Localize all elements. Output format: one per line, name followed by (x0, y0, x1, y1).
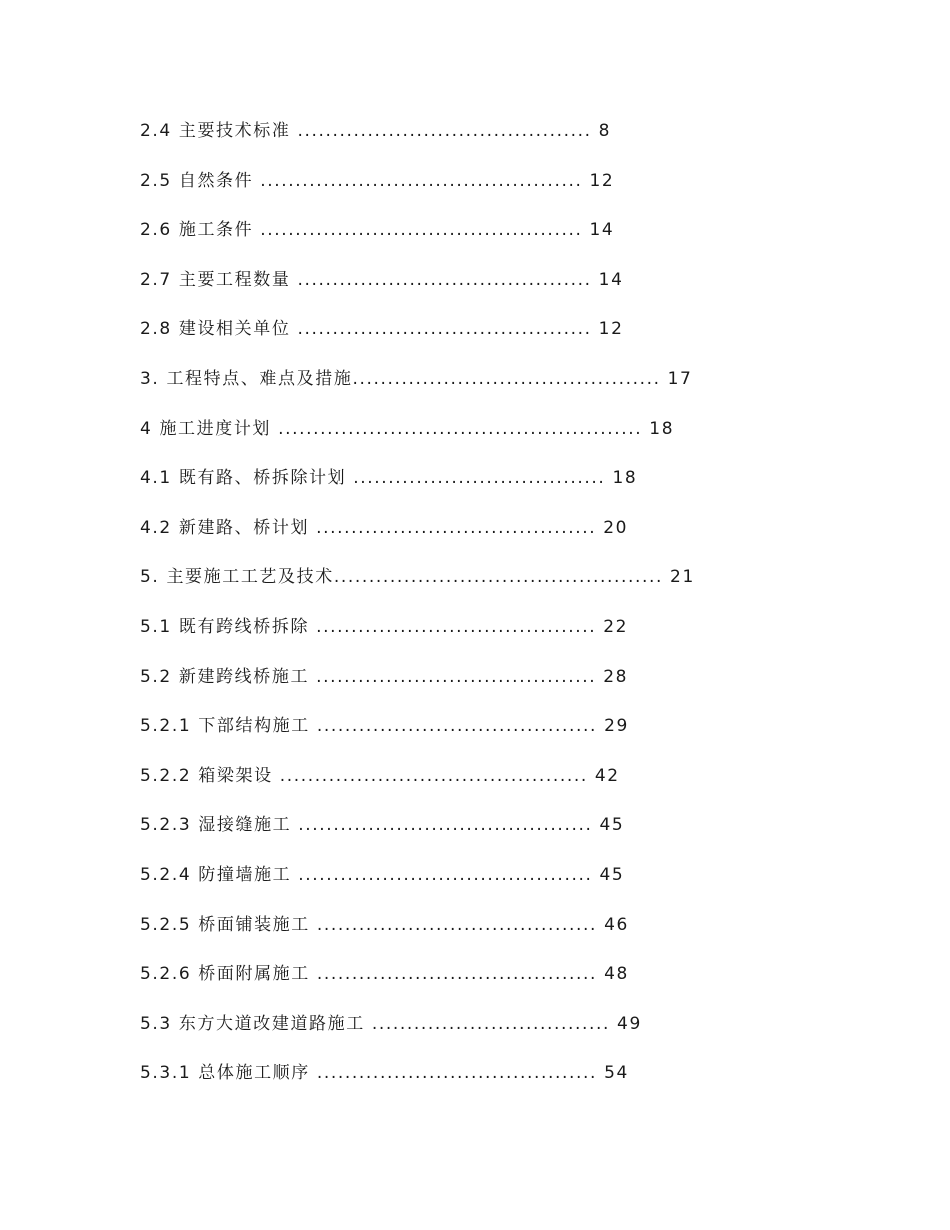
toc-entry-title: 主要工程数量 (178, 269, 291, 290)
toc-entry-number: 2.4 (140, 121, 172, 141)
toc-entry-page-number: 17 (667, 368, 693, 389)
toc-entry-title: 既有路、桥拆除计划 (178, 468, 347, 489)
toc-entry[interactable] (140, 465, 695, 515)
toc-entry-page-number: 22 (603, 616, 629, 637)
toc-entry-number: 5.2.4 (140, 864, 192, 885)
toc-entry-title: 自然条件 (178, 170, 254, 191)
toc-entry-title: 主要施工工艺及技术 (166, 567, 334, 588)
toc-entry-number: 3. (140, 368, 160, 389)
toc-entry[interactable] (140, 168, 695, 218)
toc-entry-number: 4.1 (140, 468, 172, 489)
toc-entry-title: 下部结构施工 (198, 716, 310, 737)
toc-entry-dot-leader: ........................................ (316, 517, 597, 538)
toc-entry-page-number: 14 (598, 269, 624, 290)
toc-entry-page-number: 46 (604, 914, 629, 935)
toc-entry[interactable] (140, 912, 695, 962)
toc-entry-number: 5.3 (140, 1013, 172, 1034)
toc-entry-dot-leader: .................................... (353, 468, 606, 489)
toc-entry[interactable] (140, 862, 695, 912)
toc-entry-dot-leader: ........................................ (316, 1063, 598, 1084)
toc-entry-page-number: 14 (589, 220, 615, 241)
toc-entry[interactable] (140, 614, 695, 664)
toc-entry-dot-leader: ............................................ (279, 765, 588, 786)
toc-entry-title: 湿接缝施工 (198, 815, 292, 836)
toc-entry-dot-leader: .......................................... (298, 815, 593, 836)
table-of-contents (140, 118, 695, 1110)
toc-entry[interactable] (140, 961, 695, 1011)
toc-entry-page-number: 45 (599, 815, 625, 836)
toc-entry-page-number: 21 (670, 567, 695, 588)
toc-entry-title: 桥面铺装施工 (198, 914, 310, 935)
toc-entry-number: 5.2.6 (140, 964, 192, 985)
toc-entry-dot-leader: ............................................... (333, 567, 664, 588)
toc-entry-page-number: 8 (598, 121, 612, 141)
toc-entry[interactable] (140, 664, 695, 714)
toc-entry-page-number: 42 (594, 765, 620, 786)
toc-entry-page-number: 12 (589, 170, 615, 191)
toc-entry-title: 施工条件 (178, 220, 254, 241)
toc-entry-title: 工程特点、难点及措施 (166, 368, 353, 389)
toc-entry-title: 总体施工顺序 (198, 1063, 310, 1084)
toc-entry-page-number: 29 (604, 716, 629, 737)
toc-entry-dot-leader: .................................. (371, 1013, 611, 1034)
toc-entry[interactable] (140, 763, 695, 813)
toc-entry-dot-leader: ........................................ (316, 964, 598, 985)
toc-entry-page-number: 49 (617, 1013, 642, 1034)
toc-entry[interactable] (140, 316, 695, 366)
toc-entry[interactable] (140, 713, 695, 763)
toc-entry-number: 5.3.1 (140, 1063, 192, 1084)
toc-entry[interactable] (140, 416, 695, 466)
toc-entry[interactable] (140, 267, 695, 317)
toc-entry-page-number: 48 (604, 964, 629, 985)
toc-entry[interactable] (140, 366, 695, 416)
toc-entry[interactable] (140, 118, 695, 168)
toc-entry-title: 桥面附属施工 (198, 964, 310, 985)
toc-entry-page-number: 18 (612, 468, 638, 489)
toc-entry-number: 5.2 (140, 666, 172, 687)
toc-entry-number: 2.8 (140, 319, 172, 340)
toc-entry-dot-leader: ........................................ (316, 666, 597, 687)
toc-entry-title: 东方大道改建道路施工 (178, 1013, 365, 1034)
toc-entry-dot-leader: ........................................ (316, 914, 598, 935)
toc-entry-dot-leader: .............................................. (260, 170, 583, 191)
toc-entry-title: 新建跨线桥施工 (178, 666, 310, 687)
toc-entry[interactable] (140, 1011, 695, 1061)
toc-entry[interactable] (140, 217, 695, 267)
toc-entry[interactable] (140, 812, 695, 862)
toc-entry-number: 4 (140, 418, 153, 439)
toc-entry-page-number: 28 (603, 666, 629, 687)
toc-entry-dot-leader: .............................................. (260, 220, 583, 241)
toc-entry-dot-leader: .......................................... (297, 319, 592, 340)
toc-entry-dot-leader: ........................................ (316, 716, 598, 737)
toc-entry-dot-leader: .......................................... (297, 121, 592, 141)
toc-entry-dot-leader: ............................................ (352, 368, 661, 389)
toc-entry-page-number: 18 (649, 418, 675, 439)
toc-entry-title: 主要技术标准 (178, 121, 291, 141)
toc-entry[interactable] (140, 515, 695, 565)
toc-entry[interactable] (140, 564, 695, 614)
toc-entry-dot-leader: .......................................... (298, 864, 593, 885)
toc-entry-number: 5.1 (140, 616, 172, 637)
toc-entry-page-number: 54 (604, 1063, 629, 1084)
toc-entry-dot-leader: ........................................ (316, 616, 597, 637)
toc-entry-page-number: 20 (603, 517, 629, 538)
toc-entry-page-number: 45 (599, 864, 625, 885)
toc-entry-number: 5.2.3 (140, 815, 192, 836)
toc-entry-title: 既有跨线桥拆除 (178, 616, 310, 637)
toc-entry-number: 4.2 (140, 517, 172, 538)
toc-entry-title: 施工进度计划 (159, 418, 272, 439)
toc-entry-number: 2.7 (140, 269, 172, 290)
toc-entry-title: 建设相关单位 (178, 319, 291, 340)
toc-entry[interactable] (140, 1060, 695, 1110)
toc-entry-page-number: 12 (598, 319, 624, 340)
toc-entry-number: 5. (140, 567, 160, 588)
toc-entry-number: 2.5 (140, 170, 172, 191)
toc-entry-title: 箱梁架设 (198, 765, 273, 786)
toc-entry-title: 防撞墙施工 (198, 864, 292, 885)
toc-entry-number: 2.6 (140, 220, 172, 241)
toc-entry-title: 新建路、桥计划 (178, 517, 310, 538)
toc-entry-dot-leader: .................................................... (278, 418, 643, 439)
toc-entry-dot-leader: .......................................... (297, 269, 592, 290)
toc-entry-number: 5.2.1 (140, 716, 192, 737)
toc-entry-number: 5.2.5 (140, 914, 192, 935)
toc-entry-number: 5.2.2 (140, 765, 192, 786)
